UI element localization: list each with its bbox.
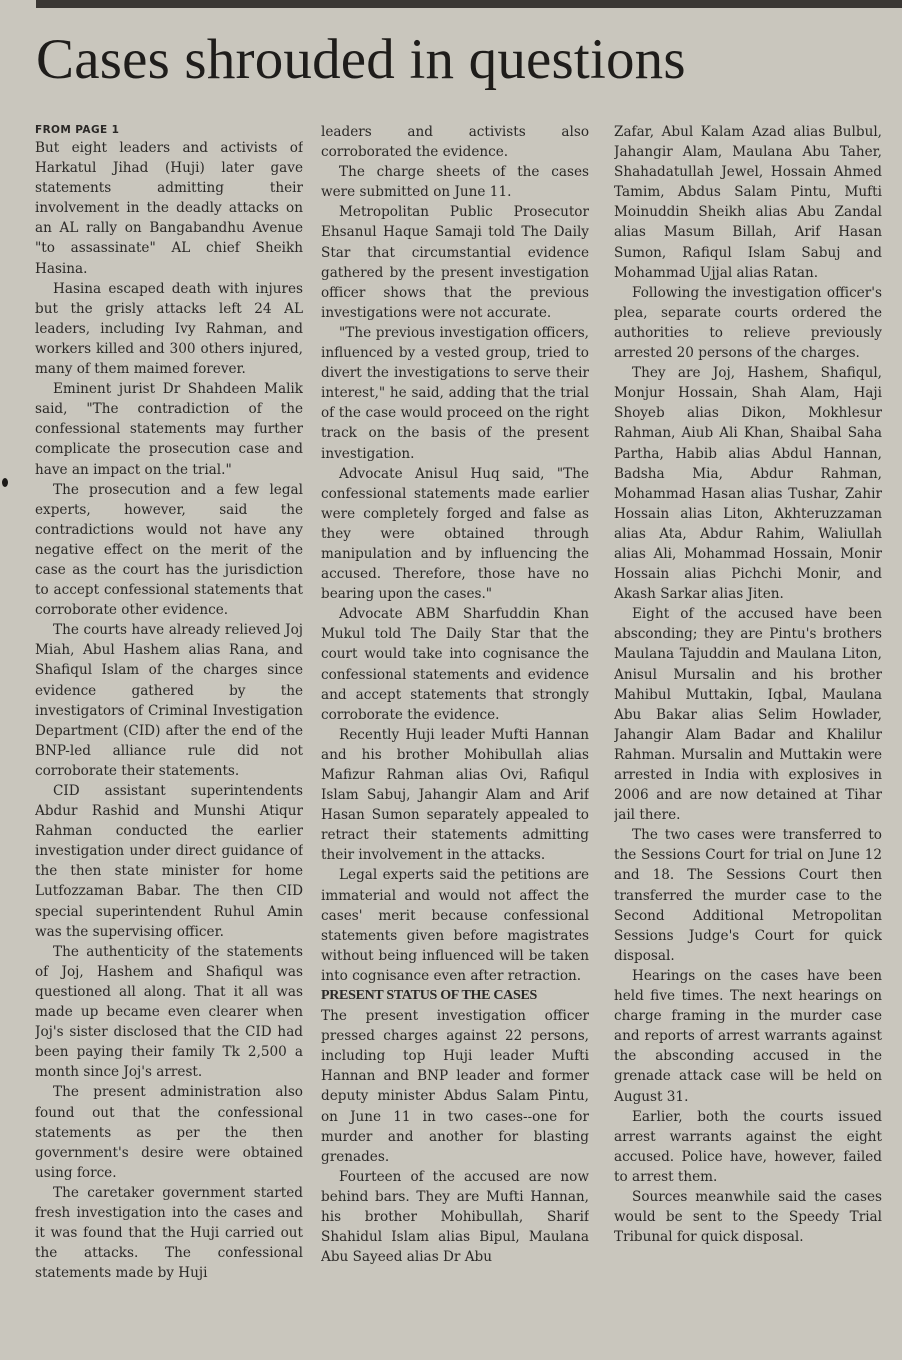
paragraph: The prosecution and a few legal experts, however, said the contradictions would not have any negative effect on the merit of the case as the court has the jurisdiction to accept confessional statements that corroborate other evidence.: [35, 481, 303, 619]
article-column-3: [614, 122, 882, 1352]
paragraph: The authenticity of the statements of Joj, Hashem and Shafiqul was questioned all along. That it all was made up became even clearer when Joj's sister disclosed that the CID had been paying their family Tk 2,500 a month since Joj's arrest.: [35, 943, 303, 1081]
paragraph: Hasina escaped death with injures but the grisly attacks left 24 AL leaders, including Ivy Rahman, and workers killed and 300 others injured, many of them maimed forever.: [35, 280, 303, 378]
paragraph: Eight of the accused have been absconding; they are Pintu's brothers Maulana Tajuddin and Maulana Liton, Anisul Mursalin and his brother Mahibul Muttakin, Iqbal, Maulana Abu Bakar alias Selim Howlader, Jahangir Alam Badar and Khalilur Rahman. Mursalin and Muttakin were arrested in India with explosives in 2006 and are now detained at Tihar jail there.: [614, 606, 882, 824]
paragraph: Following the investigation officer's plea, separate courts ordered the authorities to relieve previously arrested 20 persons of the charges.: [614, 284, 882, 362]
paragraph: The courts have already relieved Joj Miah, Abul Hashem alias Rana, and Shafiqul Islam of the charges since evidence gathered by the investigators of Criminal Investigation Department (CID) after the end of the BNP-led alliance rule did not corroborate their statements.: [35, 622, 303, 779]
paragraph: CID assistant superintendents Abdur Rashid and Munshi Atiqur Rahman conducted the earlier investigation under direct guidance of the then state minister for home Lutfozzaman Babar. The then CID special superintendent Ruhul Amin was the supervising officer.: [35, 783, 303, 940]
paragraph: Zafar, Abul Kalam Azad alias Bulbul, Jahangir Alam, Maulana Abu Taher, Shahadatullah Jewel, Hossain Ahmed Tamim, Abdus Salam Pintu, Mufti Moinuddin Sheikh alias Abu Zandal alias Masum Billah, Arif Hasan Sumon, Rafiqul Islam Sabuj and Mohammad Ujjal alias Ratan.: [614, 124, 882, 281]
paragraph: leaders and activists also corroborated the evidence.: [321, 124, 589, 161]
continued-from-label: FROM PAGE 1: [35, 124, 120, 136]
headline: Cases shrouded in questions: [36, 28, 686, 91]
paragraph: The charge sheets of the cases were submitted on June 11.: [321, 164, 589, 201]
paragraph: The present investigation officer pressed charges against 22 persons, including top Huji leader Mufti Hannan and BNP leader and former deputy minister Abdus Salam Pintu, on June 11 in two cases--one for murder and another for blasting grenades.: [321, 1008, 589, 1165]
paragraph: Hearings on the cases have been held five times. The next hearings on charge framing in the murder case and reports of arrest warrants against the absconding accused in the grenade attack case will be held on August 31.: [614, 967, 882, 1105]
paragraph: Earlier, both the courts issued arrest warrants against the eight accused. Police have, however, failed to arrest them.: [614, 1108, 882, 1185]
paragraph: Eminent jurist Dr Shahdeen Malik said, "The contradiction of the confessional statements may further complicate the prosecution case and have an impact on the trial.": [35, 381, 303, 478]
article-column-1: [35, 122, 303, 1352]
paragraph: Advocate Anisul Huq said, "The confessional statements made earlier were completely forged and false as they were obtained through manipulation and by influencing the accused. Therefore, those have no bearing upon the cases.": [321, 465, 589, 603]
top-rule: [36, 0, 902, 8]
paragraph: The caretaker government started fresh investigation into the cases and it was found that the Huji carried out the attacks. The confessional statements made by Huji: [35, 1184, 303, 1282]
paragraph: The present administration also found out that the confessional statements as per the then government's desire were obtained using force.: [35, 1084, 303, 1181]
section-subheading: PRESENT STATUS OF THE CASES: [321, 988, 537, 1004]
margin-mark: [2, 478, 8, 487]
paragraph: "The previous investigation officers, influenced by a vested group, tried to divert the investigations to serve their interest," he said, adding that the trial of the case would proceed on the right track on the basis of the present investigation.: [321, 324, 589, 462]
paragraph: But eight leaders and activists of Harkatul Jihad (Huji) later gave statements admitting their involvement in the deadly attacks on an AL rally on Bangabandhu Avenue "to assassinate" AL chief Sheikh Hasina.: [35, 140, 303, 277]
paragraph: Fourteen of the accused are now behind bars. They are Mufti Hannan, his brother Mohibullah, Sharif Shahidul Islam alias Bipul, Maulana Abu Sayeed alias Dr Abu: [321, 1168, 589, 1266]
article-column-2: [321, 122, 589, 1352]
paragraph: They are Joj, Hashem, Shafiqul, Monjur Hossain, Shah Alam, Haji Shoyeb alias Dikon, Mokhlesur Rahman, Aiub Ali Khan, Shaibal Saha Partha, Habib alias Abdul Hannan, Badsha Mia, Abdur Rahman, Mohammad Hasan alias Tushar, Zahir Hossain alias Liton, Akhteruzzaman alias Ata, Abdur Rahim, Waliullah alias Ali, Mohammad Hossain, Monir Hossain alias Pichchi Monir, and Akash Sarkar alias Jiten.: [614, 365, 882, 603]
paragraph: The two cases were transferred to the Sessions Court for trial on June 12 and 18. The Sessions Court then transferred the murder case to the Second Additional Metropolitan Sessions Judge's Court for quick disposal.: [614, 827, 882, 964]
paragraph: Sources meanwhile said the cases would be sent to the Speedy Trial Tribunal for quick disposal.: [614, 1188, 882, 1246]
paragraph: Recently Huji leader Mufti Hannan and his brother Mohibullah alias Mafizur Rahman alias Ovi, Rafiqul Islam Sabuj, Jahangir Alam and Arif Hasan Sumon separately appealed to retract their statements admitting their involvement in the attacks.: [321, 726, 589, 864]
paragraph: Metropolitan Public Prosecutor Ehsanul Haque Samaji told The Daily Star that circumstantial evidence gathered by the present investigation officer shows that the previous investigations were not accurate.: [321, 204, 589, 321]
paragraph: Advocate ABM Sharfuddin Khan Mukul told The Daily Star that the court would take into cognisance the confessional statements and evidence and accept statements that strongly corroborate the evidence.: [321, 606, 589, 723]
paragraph: Legal experts said the petitions are immaterial and would not affect the cases' merit because confessional statements given before magistrates without being influenced will be taken into cognisance even after retraction.: [321, 867, 589, 984]
